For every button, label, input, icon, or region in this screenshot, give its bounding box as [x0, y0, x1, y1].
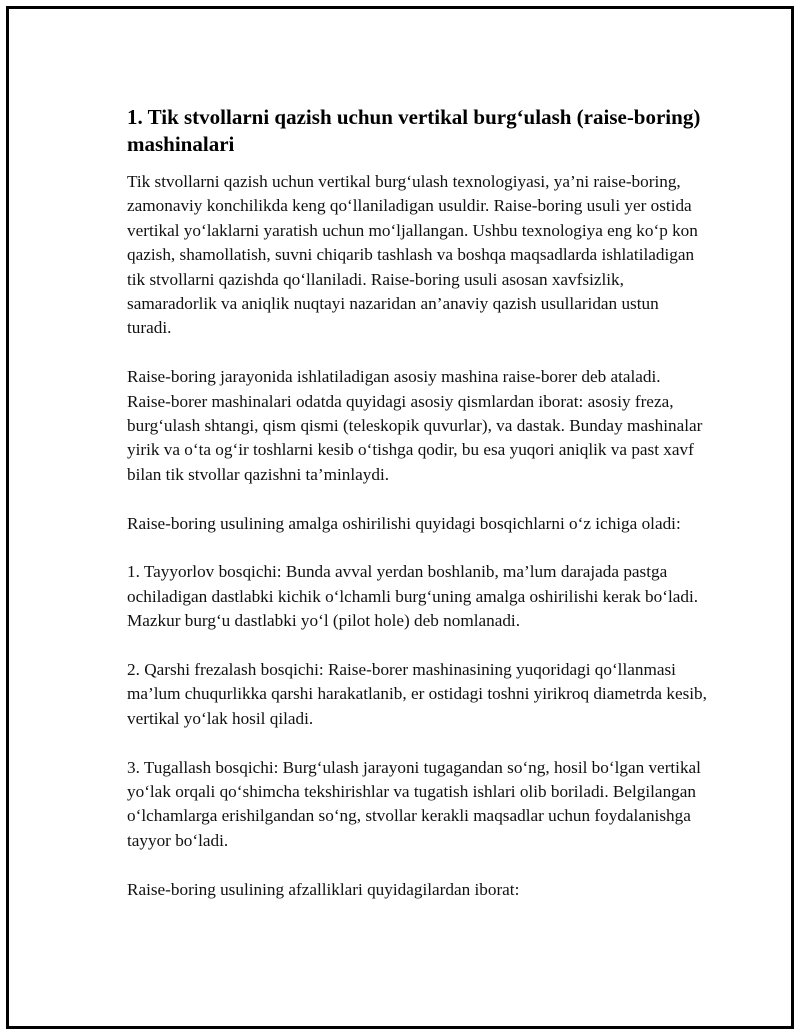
page-frame: [6, 6, 794, 1029]
paragraph-raise-borer: Raise-boring jarayonida ishlatiladigan asosiy mashina raise-borer deb ataladi. Raise-borer mashinalari odatda quyidagi asosiy qismlardan iborat: asosiy freza, burg‘ulash shtangi, qism qismi (teleskopik quvurlar), va dastak. Bunday mashinalar yirik va o‘ta og‘ir toshlarni kesib o‘tishga qodir, bu esa yuqori aniqlik va past xavf bilan tik stvollar qazishni ta’minlaydi.: [127, 367, 703, 484]
document-body: [127, 104, 707, 926]
paragraph-stage-2: 2. Qarshi frezalash bosqichi: Raise-borer mashinasining yuqoridagi qo‘llanmasi ma’lum chuqurlikka qarshi harakatlanib, er ostidagi toshni yirikroq diametrda kesib, vertikal yo‘lak hosil qiladi.: [127, 660, 707, 728]
paragraph-intro: Tik stvollarni qazish uchun vertikal burg‘ulash texnologiyasi, ya’ni raise-boring, zamonaviy konchilikda keng qo‘llaniladigan usuldir. Raise-boring usuli yer ostida vertikal yo‘laklarni yaratish uchun mo‘ljallangan. Ushbu texnologiya eng ko‘p kon qazish, shamollatish, suvni chiqarib tashlash va boshqa maqsadlarda ishlatiladigan tik stvollarni qazishda qo‘llaniladi. Raise-boring usuli asosan xavfsizlik, samaradorlik va aniqlik nuqtayi nazaridan an’anaviy qazish usullaridan ustun turadi.: [127, 172, 698, 338]
paragraph-stage-1: 1. Tayyorlov bosqichi: Bunda avval yerdan boshlanib, ma’lum darajada pastga ochiladigan dastlabki kichik o‘lchamli burg‘uning amalga oshirilishi kerak bo‘ladi. Mazkur burg‘u dastlabki yo‘l (pilot hole) deb nomlanadi.: [127, 562, 699, 631]
paragraph-advantages-intro: Raise-boring usulining afzalliklari quyidagilardan iborat:: [127, 879, 520, 899]
section-heading: 1. Tik stvollarni qazish uchun vertikal burg‘ulash (raise-boring) mashinalari: [127, 105, 701, 156]
paragraph-stages-intro: Raise-boring usulining amalga oshirilishi quyidagi bosqichlarni o‘z ichiga oladi:: [127, 513, 681, 533]
paragraph-stage-3: 3. Tugallash bosqichi: Burg‘ulash jarayoni tugagandan so‘ng, hosil bo‘lgan vertikal yo‘lak orqali qo‘shimcha tekshirishlar va tugatish ishlari olib boriladi. Belgilangan o‘lchamlarga erishilgandan so‘ng, stvollar kerakli maqsadlar uchun foydalanishga tayyor bo‘ladi.: [127, 757, 701, 850]
